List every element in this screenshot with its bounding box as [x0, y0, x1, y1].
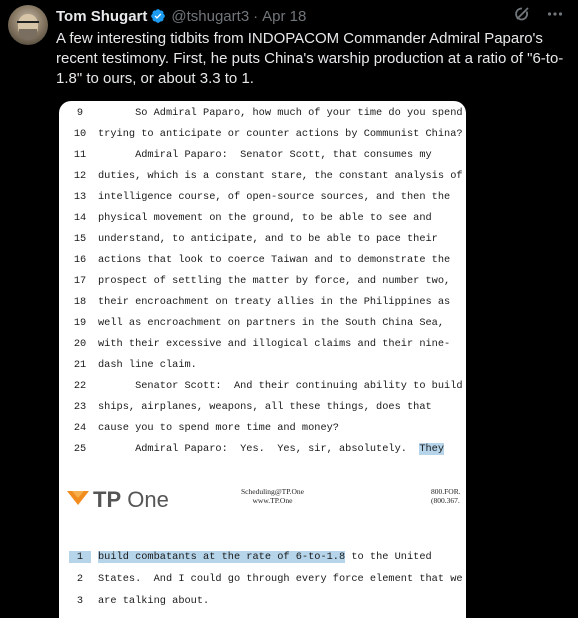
transcript-line — [59, 191, 466, 211]
transcript-line — [59, 422, 466, 442]
more-icon[interactable] — [546, 5, 564, 23]
line-number: 13 — [73, 191, 87, 203]
line-number: 14 — [73, 212, 87, 224]
line-text — [98, 380, 463, 392]
line-text — [98, 191, 450, 203]
line-text — [98, 296, 450, 308]
line-number: 18 — [73, 296, 87, 308]
line-text-content: are talking about. — [98, 595, 210, 607]
transcript-line — [59, 275, 466, 295]
transcript-line — [59, 359, 466, 379]
line-text — [98, 212, 432, 224]
line-number: 9 — [76, 107, 84, 119]
transcript-line — [59, 128, 466, 148]
transcript-line — [59, 380, 466, 400]
line-text — [98, 107, 463, 119]
transcript-line — [59, 573, 466, 593]
line-text — [98, 551, 432, 563]
transcript-line — [59, 443, 466, 463]
line-text-content: dash line claim. — [98, 359, 197, 371]
line-number: 20 — [73, 338, 87, 350]
line-text-content: So Admiral Paparo, how much of your time do you spend — [98, 107, 463, 119]
verified-badge-icon[interactable] — [150, 8, 166, 24]
line-text-content: their encroachment on treaty allies in the Philippines as — [98, 296, 451, 308]
header-actions — [514, 5, 564, 23]
tp-one-logo-icon — [67, 489, 89, 512]
line-text-content: cause you to spend more time and money? — [98, 422, 339, 434]
line-text — [98, 595, 209, 607]
line-text-content: actions that look to coerce Taiwan and to demonstrate the — [98, 254, 451, 266]
line-number: 19 — [73, 317, 87, 329]
phone-line-2: (800.367. — [431, 496, 460, 505]
line-text — [98, 422, 339, 434]
line-number: 11 — [73, 149, 87, 161]
line-text-content: Admiral Paparo: Senator Scott, that consumes my — [98, 149, 432, 161]
line-text-content: duties, which is a constant stare, the constant analysis of — [98, 170, 463, 182]
line-text — [98, 443, 444, 455]
line-text-content: physical movement on the ground, to be able to see and — [98, 212, 432, 224]
line-text — [98, 233, 438, 245]
line-text — [98, 275, 450, 287]
line-number: 1 — [69, 551, 91, 563]
scheduling-info — [241, 487, 304, 505]
transcript-image[interactable] — [59, 101, 466, 618]
tp-one-logo-text: TP One — [93, 487, 169, 512]
line-number: 22 — [73, 380, 87, 392]
line-text — [98, 338, 450, 350]
line-text-content: prospect of settling the matter by force, and number two, — [98, 275, 451, 287]
line-number: 16 — [73, 254, 87, 266]
line-text-content: understand, to anticipate, and to be able to pace their — [98, 233, 438, 245]
grok-icon[interactable] — [514, 5, 532, 23]
line-text-content: ships, airplanes, weapons, all these things, does that — [98, 401, 432, 413]
line-text-content: with their excessive and illogical claims and their nine- — [98, 338, 451, 350]
transcript-line — [59, 149, 466, 169]
author-handle[interactable]: @tshugart3 — [171, 7, 250, 25]
line-text — [98, 401, 432, 413]
phone-info — [431, 487, 461, 505]
transcript-line — [59, 296, 466, 316]
avatar-glasses — [17, 21, 39, 29]
transcript-line — [59, 170, 466, 190]
transcript-line — [59, 212, 466, 232]
avatar-beard — [19, 29, 37, 40]
line-text — [98, 149, 432, 161]
line-text-content: Senator Scott: And their continuing ability to build — [98, 380, 463, 392]
line-number: 23 — [73, 401, 87, 413]
line-number: 25 — [73, 443, 87, 455]
line-text-content: well as encroachment on partners in the South China Sea, — [98, 317, 445, 329]
avatar[interactable] — [8, 5, 48, 45]
highlighted-text: build combatants at the rate of 6-to-1.8 — [98, 551, 346, 563]
tweet-date[interactable]: Apr 18 — [262, 7, 307, 25]
website: www.TP.One — [252, 496, 293, 505]
line-number: 24 — [73, 422, 87, 434]
line-number: 3 — [76, 595, 84, 607]
line-number: 10 — [73, 128, 87, 140]
transcript-line — [59, 233, 466, 253]
line-number: 12 — [73, 170, 87, 182]
transcript-line — [59, 595, 466, 615]
line-text — [98, 359, 197, 371]
tweet-header — [56, 5, 568, 27]
transcript-line — [59, 254, 466, 274]
transcript-line — [59, 107, 466, 127]
transcript-line — [59, 317, 466, 337]
transcript-line — [59, 551, 466, 571]
line-number: 17 — [73, 275, 87, 287]
line-text — [98, 573, 463, 585]
line-text-content: trying to anticipate or counter actions by Communist China? — [98, 128, 463, 140]
line-text — [98, 170, 463, 182]
separator-dot: · — [253, 7, 259, 25]
line-number: 2 — [76, 573, 84, 585]
line-text — [98, 128, 463, 140]
line-number: 15 — [73, 233, 87, 245]
transcript-line — [59, 338, 466, 358]
line-text-content: Admiral Paparo: Yes. Yes, sir, absolutely. — [98, 443, 420, 455]
transcript-line — [59, 401, 466, 421]
transcript-footer — [59, 481, 466, 511]
line-number: 21 — [73, 359, 87, 371]
line-text — [98, 317, 444, 329]
tp-one-logo — [67, 487, 169, 513]
line-text-rest: to the United — [345, 551, 432, 563]
scheduling-email: Scheduling@TP.One — [241, 487, 304, 496]
line-text-content: intelligence course, of open-source sources, and then the — [98, 191, 451, 203]
line-text — [98, 254, 450, 266]
phone-line-1: 800.FOR. — [431, 487, 461, 496]
tweet-text: A few interesting tidbits from INDOPACOM Commander Admiral Paparo's recent testimony. First, he puts China's warship production at a ratio of "6-to-1.8" to ours, or about 3.3 to 1. — [56, 30, 564, 87]
line-text-content: States. And I could go through every force element that we — [98, 573, 463, 585]
highlighted-text: They — [419, 443, 445, 455]
author-name[interactable]: Tom Shugart — [56, 7, 148, 25]
